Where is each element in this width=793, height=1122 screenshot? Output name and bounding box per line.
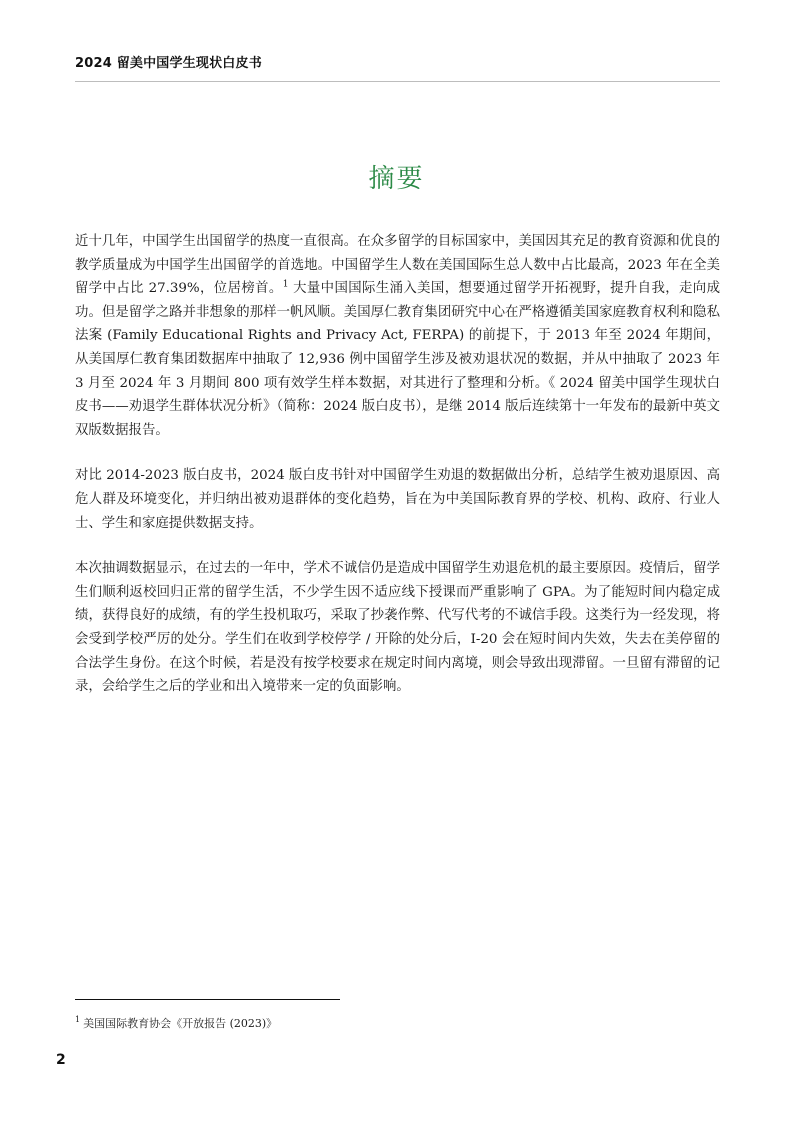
- running-header-title: 2024 留美中国学生现状白皮书: [75, 56, 262, 71]
- paragraph-1-text-a: 近十几年，中国学生出国留学的热度一直很高。在众多留学的目标国家中，美国因其充足的教育资源和优良的教学质量成为中国学生出国留学的首选地。中国留学生人数在美国国际生总人数中占比最高，2023 年在全美留学中占比 27.39%，位居榜首。: [75, 234, 720, 297]
- footnote: [75, 1015, 277, 1031]
- header-divider: [75, 81, 720, 82]
- footnote-reference[interactable]: 1: [282, 279, 289, 290]
- footnote-mark: 1: [75, 1015, 81, 1025]
- paragraph-3: 本次抽调数据显示，在过去的一年中，学术不诚信仍是造成中国留学生劝退危机的最主要原因。疫情后，留学生们顺利返校回归正常的留学生活，不少学生因不适应线下授课而严重影响了 GPA。为了能短时间内稳定成绩，获得良好的成绩，有的学生投机取巧，采取了抄袭作弊、代写代考的不诚信手段。这类行为一经发现，将会受到学校严厉的处分。学生们在收到学校停学 / 开除的处分后，I-20 会在短时间内失效，失去在美停留的合法学生身份。在这个时候，若是没有按学校要求在规定时间内离境，则会导致出现滞留。一旦留有滞留的记录，会给学生之后的学业和出入境带来一定的负面影响。: [75, 561, 720, 695]
- page-number: 2: [56, 1052, 66, 1068]
- footnote-divider: [75, 999, 340, 1000]
- paragraph-1: [75, 230, 720, 442]
- paragraph-1-text-b: 大量中国国际生涌入美国，想要通过留学开拓视野，提升自我，走向成功。但是留学之路并非想象的那样一帆风顺。美国厚仁教育集团研究中心在严格遵循美国家庭教育权利和隐私法案 (Family Educational Rights and Privacy Act, FERPA) 的前提下，于 2013 年至 2024 年期间，从美国厚仁教育集团数据库中抽取了 12,936 例中国留学生涉及被劝退状况的数据，并从中抽取了 2023 年 3 月至 2024 年 3 月期间 800 项有效学生样本数据，对其进行了整理和分析。《 2024 留美中国学生现状白皮书——劝退学生群体状况分析》（简称：2024 版白皮书），是继 2014 版后连续第十一年发布的最新中英文双版数据报告。: [75, 281, 720, 438]
- page-title: 摘要: [368, 164, 425, 194]
- paragraph-2: 对比 2014-2023 版白皮书，2024 版白皮书针对中国留学生劝退的数据做出分析，总结学生被劝退原因、高危人群及环境变化，并归纳出被劝退群体的变化趋势，旨在为中美国际教育界的学校、机构、政府、行业人士、学生和家庭提供数据支持。: [75, 468, 720, 531]
- abstract-body: [75, 230, 720, 721]
- footnote-text: 美国国际教育协会《开放报告 (2023)》: [83, 1017, 278, 1030]
